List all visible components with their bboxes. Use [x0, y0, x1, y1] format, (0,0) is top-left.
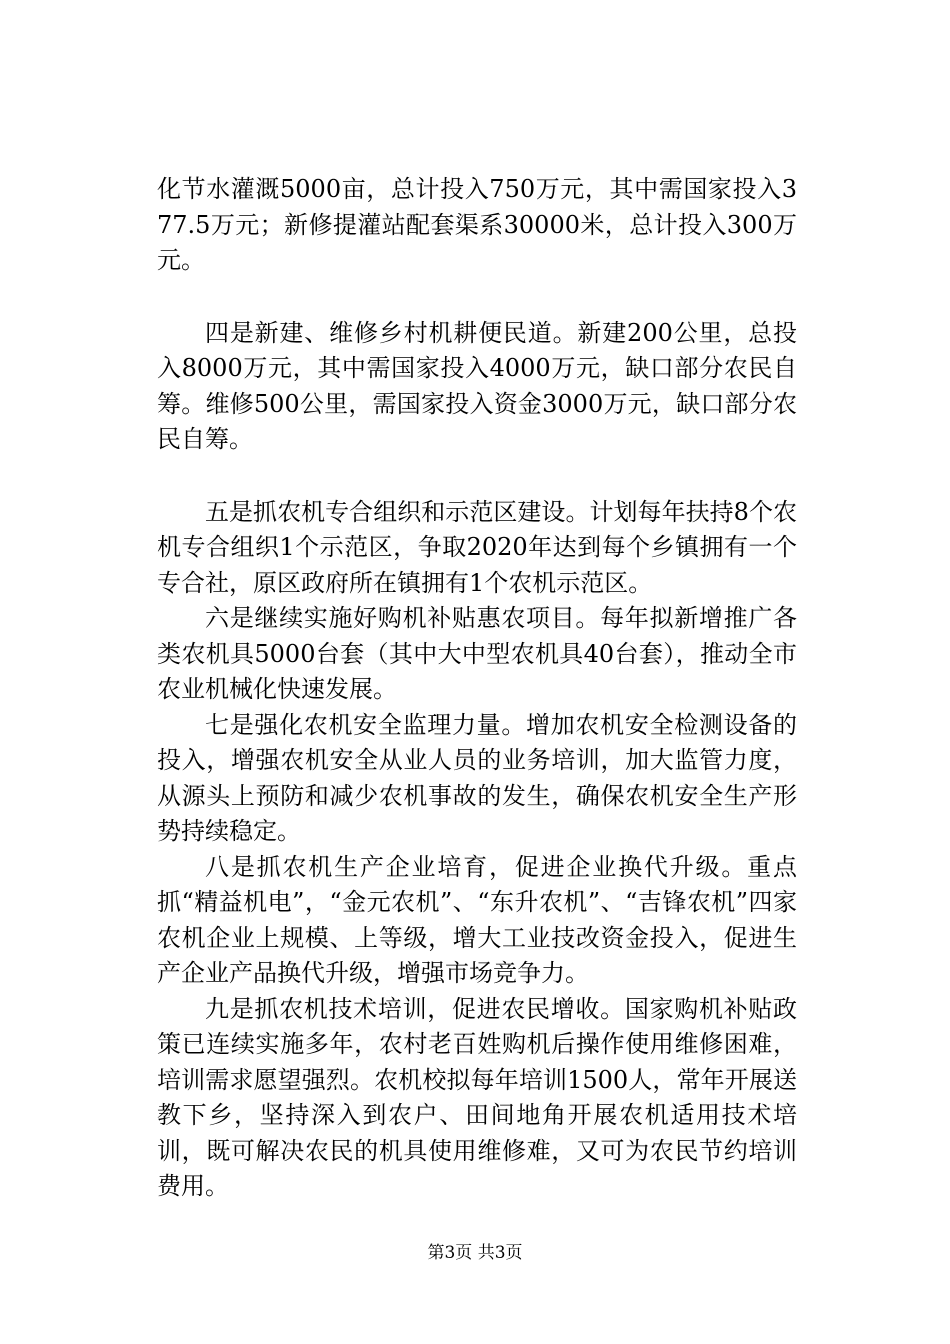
paragraph-item-9: 九是抓农机技术培训，促进农民增收。国家购机补贴政策已连续实施多年，农村老百姓购机后操作使用维修困难，培训需求愿望强烈。农机校拟每年培训1500人，常年开展送教下乡，坚持深入到农户、田间地角开展农机适用技术培训，既可解决农民的机具使用维修难，又可为农民节约培训费用。 [157, 994, 797, 1200]
paragraph-item-5: 五是抓农机专合组织和示范区建设。计划每年扶持8个农机专合组织1个示范区，争取2020年达到每个乡镇拥有一个专合社，原区政府所在镇拥有1个农机示范区。 [157, 497, 797, 597]
document-body [157, 172, 797, 1205]
paragraph-item-6: 六是继续实施好购机补贴惠农项目。每年拟新增推广各类农机具5000台套（其中大中型农机具40台套），推动全市农业机械化快速发展。 [157, 604, 797, 703]
paragraph-item-8: 八是抓农机生产企业培育，促进企业换代升级。重点抓“精益机电”，“金元农机”、“东升农机”、“吉锋农机”四家农机企业上规模、上等级，增大工业技改资金投入，促进生产企业产品换代升级，增强市场竞争力。 [157, 852, 797, 987]
paragraph-continuation: 化节水灌溉5000亩，总计投入750万元，其中需国家投入377.5万元；新修提灌站配套渠系30000米，总计投入300万元。 [157, 175, 797, 274]
paragraph-item-4: 四是新建、维修乡村机耕便民道。新建200公里，总投入8000万元，其中需国家投入4000万元，缺口部分农民自筹。维修500公里，需国家投入资金3000万元，缺口部分农民自筹。 [157, 318, 797, 453]
paragraph-item-7: 七是强化农机安全监理力量。增加农机安全检测设备的投入，增强农机安全从业人员的业务培训，加大监管力度，从源头上预防和减少农机事故的发生，确保农机安全生产形势持续稳定。 [157, 710, 797, 845]
page-number-footer: 第3页 共3页 [427, 1243, 523, 1263]
